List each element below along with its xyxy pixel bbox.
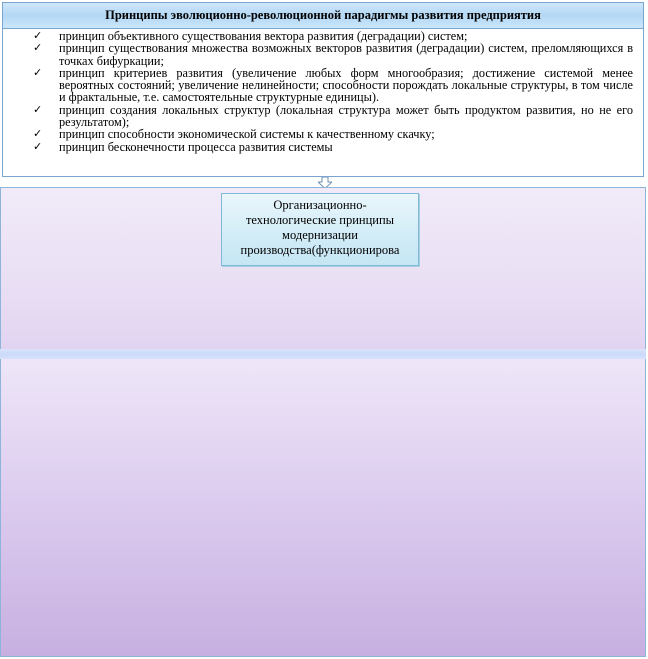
org-box-line: Организационно- [273, 198, 367, 212]
org-box-line: модернизации [282, 228, 358, 242]
principle-text: принцип способности экономической системы к качественному скачку; [59, 127, 435, 142]
principle-text: принцип объективного существования вектора развития (деградации) систем; [59, 29, 468, 43]
checkmark-icon: ✓ [33, 41, 43, 55]
principle-text: принцип существования множества возможных векторов развития (деградации) систем, преломляющихся в точках бифуркации; [59, 41, 633, 68]
principle-text: принцип бесконечности процесса развития системы [59, 139, 333, 154]
checkmark-icon: ✓ [33, 102, 43, 116]
checkmark-icon: ✓ [33, 29, 43, 42]
principle-text: принцип критериев развития (увеличение любых форм многообразия; достижение системой менее вероятных состояний; увеличение нелинейности; способности порождать локальные структуры, в том числе и фрактальные, т.е. самостоятельные структурные единицы). [59, 65, 633, 105]
principles-list [33, 30, 633, 153]
checkmark-icon: ✓ [33, 127, 43, 141]
content-panel-lower [0, 359, 646, 657]
org-box-line: технологические принципы [245, 213, 395, 227]
diagram-title-text: Принципы эволюционно-революционной парадигмы развития предприятия [105, 8, 541, 22]
organizational-principles-box [221, 193, 419, 266]
org-box-line: производства(функционирова [240, 243, 400, 257]
principle-item [33, 104, 633, 129]
principle-item [33, 67, 633, 104]
principle-text: принцип создания локальных структур (локальная структура может быть продуктом развития, но не его результатом); [59, 102, 633, 130]
checkmark-icon: ✓ [33, 139, 43, 153]
panel-separator-band [0, 349, 646, 359]
principle-item [33, 42, 633, 67]
principle-item [33, 141, 633, 153]
diagram-title [2, 2, 644, 29]
principles-list-box [2, 29, 644, 177]
checkmark-icon: ✓ [33, 65, 43, 79]
